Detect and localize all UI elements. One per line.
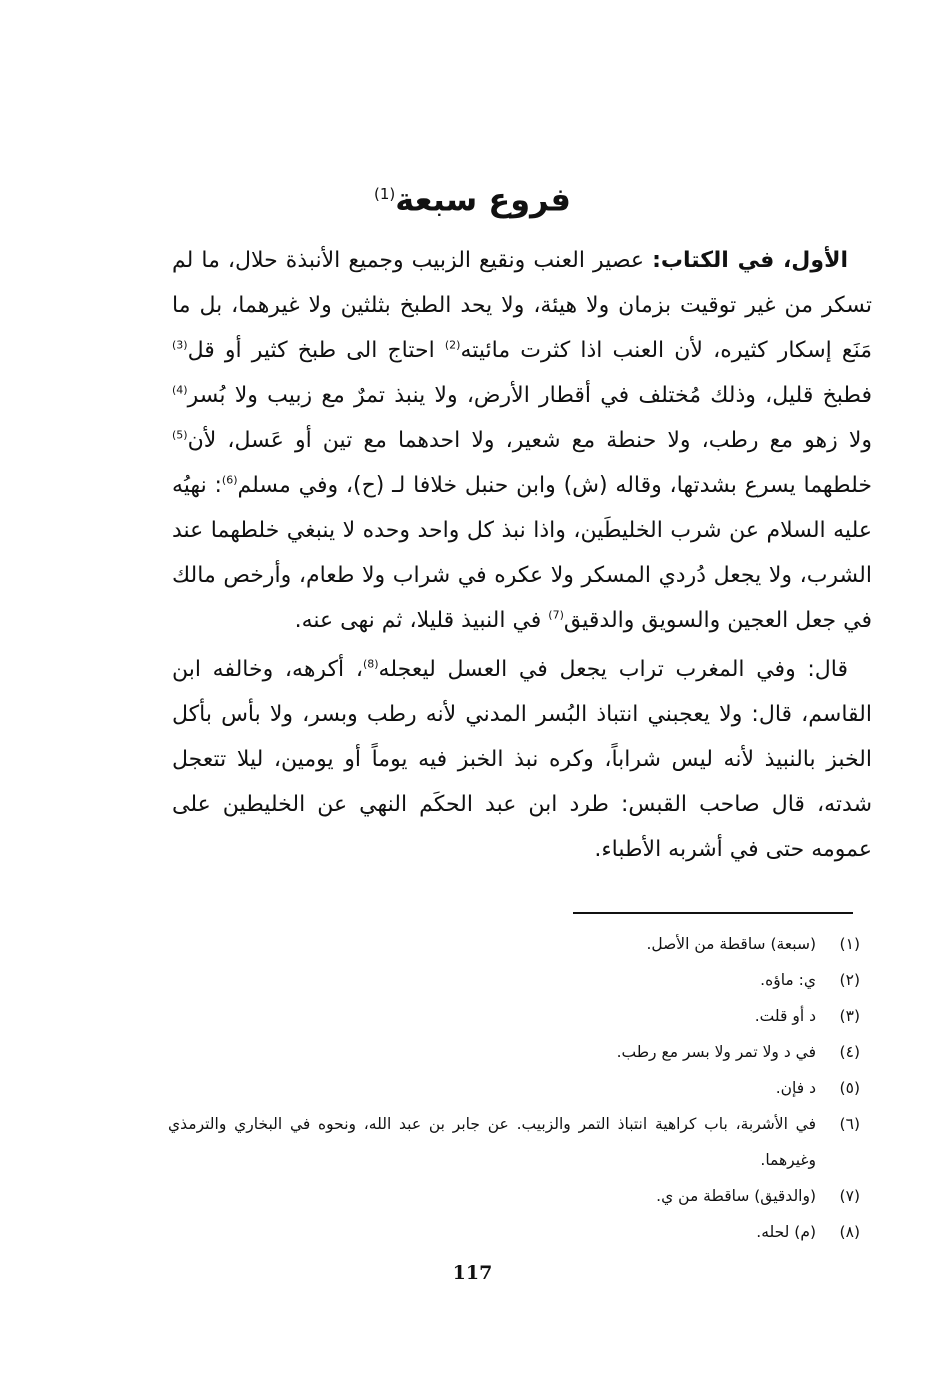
footnote-item (168, 1178, 860, 1214)
text-segment: فطبخ قليل، وذلك مُختلف في أقطار الأرض، ولا ينبذ تمرٌ مع زبيب ولا بُسر (187, 383, 872, 408)
text-segment: قال: وفي المغرب تراب يجعل في العسل ليعجله (378, 657, 848, 682)
footnote-ref: (2) (444, 338, 461, 352)
footnote-item (168, 1034, 860, 1070)
text-segment: عصير العنب ونقيع الزبيب وجميع الأنبذة حلال، ما لم تسكر من غير توقيت بزمان ولا هيئة، ولا يحد الطبخ بثلثين ولا غيرهما، بل ما مَنَع إسكار كثيره، لأن العنب اذا كثرت مائيته (172, 248, 872, 363)
text-segment: في النبيذ قليلا، ثم نهى عنه. (294, 608, 542, 633)
footnote-text: د أو قلت. (754, 1007, 816, 1025)
footnote-ref: (5) (172, 428, 188, 442)
footnote-item (168, 962, 860, 998)
footnote-number: (٨) (839, 1223, 860, 1241)
main-text (172, 238, 872, 872)
footnote-text: (والدقيق) ساقطة من ي. (656, 1187, 816, 1205)
footnote-ref: (7) (548, 608, 564, 622)
page-number: 117 (452, 1262, 493, 1284)
paragraph-lead: الأول، في الكتاب: (652, 248, 848, 273)
text-segment: : نهيُه عليه السلام عن شرب الخليطَين، واذا نبذ كل واحد وحده لا ينبغي خلطهما عند الشرب، ولا يجعل دُردي المسكر ولا عكره في شراب ولا طعام، وأرخص مالك في جعل العجين والسويق والدقيق (172, 473, 872, 633)
footnote-number: (٦) (839, 1115, 860, 1133)
footnote-ref: (6) (221, 473, 238, 487)
footnote-number: (٧) (839, 1187, 860, 1205)
footnote-text: في د ولا تمر ولا بسر مع رطب. (616, 1043, 816, 1061)
title-footnote-ref: (1) (373, 185, 396, 203)
text-segment: احتاج الى طبخ كثير أو قل (187, 338, 435, 363)
footnote-text: في الأشربة، باب كراهية انتباذ التمر والزبيب. عن جابر بن عبد الله، ونحوه في البخاري والترمذي وغيرهما. (168, 1115, 816, 1169)
footnote-ref: (8) (362, 657, 379, 671)
footnote-text: (سبعة) ساقطة من الأصل. (646, 935, 816, 953)
title-text: فروع سبعة (395, 180, 571, 219)
footnote-number: (٤) (839, 1043, 860, 1061)
footnote-ref: (4) (172, 383, 188, 397)
footnote-text: (م) لحله. (756, 1223, 816, 1241)
footnote-text: ي: ماؤه. (760, 971, 816, 989)
footnote-number: (٢) (839, 971, 860, 989)
footnote-number: (١) (839, 935, 860, 953)
paragraph-1 (172, 238, 872, 643)
paragraph-2 (172, 647, 872, 872)
footnote-number: (٥) (839, 1079, 860, 1097)
footnote-item (168, 1070, 860, 1106)
footnote-ref: (3) (172, 338, 188, 352)
footnote-text: د فإن. (775, 1079, 816, 1097)
footnote-divider (573, 912, 853, 914)
text-segment: ، أكرهه، وخالفه ابن القاسم، قال: ولا يعجبني انتباذ البُسر المدني لأنه رطب وبسر، ولا بأس بأكل الخبز بالنبيذ لأنه ليس شراباً، وكره نبذ الخبز فيه يوماً أو يومين، ليلا تتعجل شدته، قال صاحب القبس: طرد ابن عبد الحكَم النهي عن الخليطين على عمومه حتى في أشربه الأطباء. (172, 657, 872, 862)
text-segment: ولا زهو مع رطب، ولا حنطة مع شعير، ولا احدهما مع تين أو عَسل، لأن (187, 428, 872, 453)
footnote-number: (٣) (839, 1007, 860, 1025)
footnote-item (168, 926, 860, 962)
text-segment: خلطهما يسرع بشدتها، وقاله (ش) وابن حنبل خلافا لـ (ح)، وفي مسلم (237, 473, 872, 498)
footnotes-section (168, 926, 860, 1250)
page-title (0, 170, 945, 224)
footnote-item (168, 1106, 860, 1178)
footnote-item (168, 1214, 860, 1250)
footnote-item (168, 998, 860, 1034)
